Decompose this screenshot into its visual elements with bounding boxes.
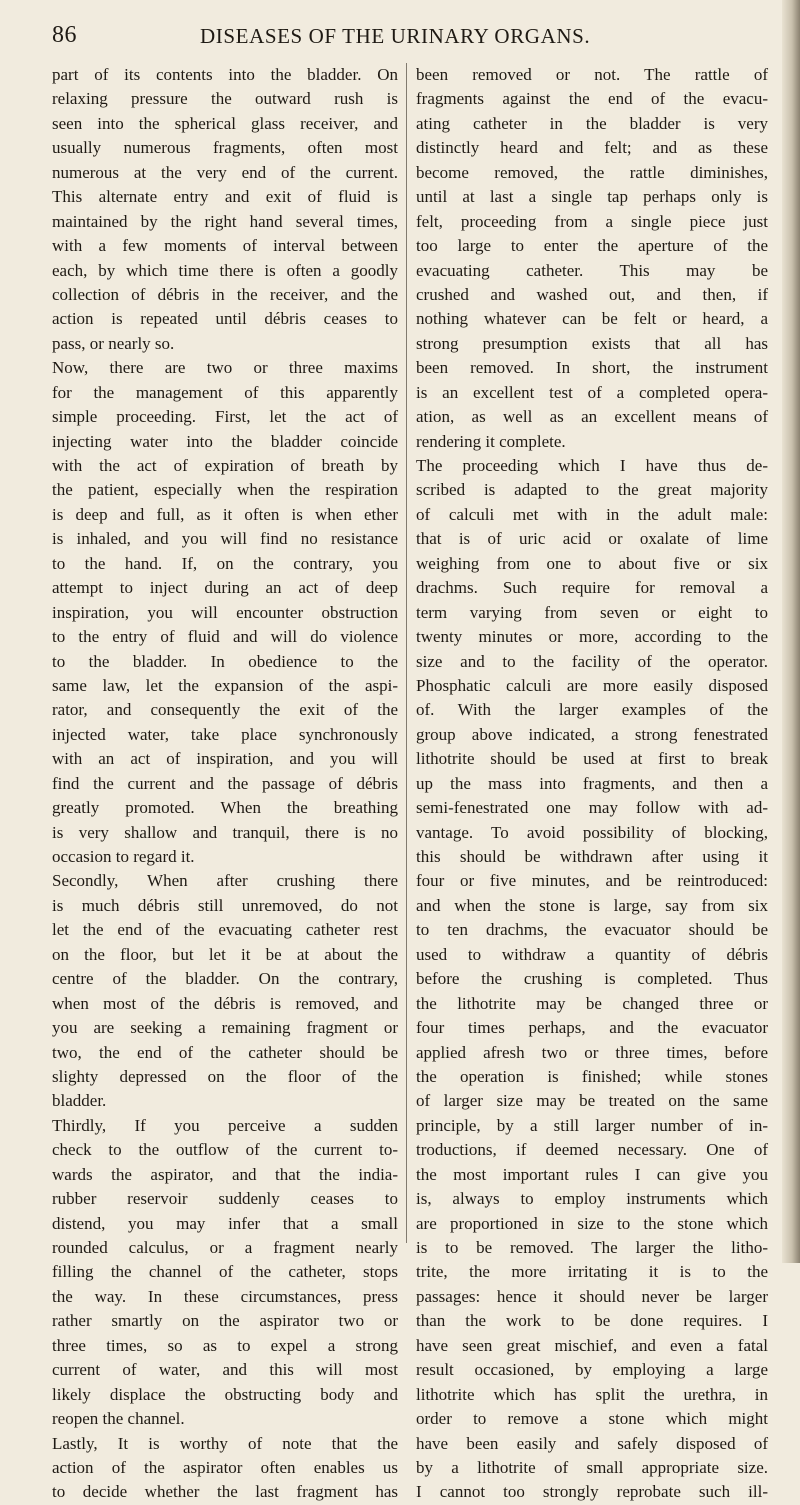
text-line: check to the outflow of the current to- xyxy=(52,1140,398,1160)
text-line: been removed. In short, the instrument xyxy=(416,358,768,378)
text-line: occasion to regard it. xyxy=(52,847,195,866)
text-line: term varying from seven or eight to xyxy=(416,602,768,622)
text-line: inspiration, you will encounter obstruction xyxy=(52,602,398,622)
text-line: to the hand. If, on the contrary, you xyxy=(52,553,398,573)
text-line: Phosphatic calculi are more easily disposed xyxy=(416,675,768,695)
text-line: bladder. xyxy=(52,1091,107,1111)
text-line: on the floor, but let it be at about the xyxy=(52,944,398,964)
text-line: collection of débris in the receiver, and the xyxy=(52,284,398,304)
text-line: Secondly, When after crushing there xyxy=(52,871,398,891)
text-line: trite, the more irritating it is to the xyxy=(416,1262,768,1282)
text-line: action of the aspirator often enables us xyxy=(52,1457,398,1477)
text-line: is an excellent test of a completed opera- xyxy=(416,382,768,402)
running-head: DISEASES OF THE URINARY ORGANS. xyxy=(200,24,591,48)
page-header xyxy=(52,22,778,56)
text-line: you are seeking a remaining fragment or xyxy=(52,1018,398,1038)
text-line: is deep and full, as it often is when ether xyxy=(52,504,398,524)
text-line: likely displace the obstructing body and xyxy=(52,1384,398,1404)
text-line: numerous at the very end of the current. xyxy=(52,162,398,182)
text-line: rubber reservoir suddenly ceases to xyxy=(52,1189,398,1209)
text-line: each, by which time there is often a goodly xyxy=(52,260,398,280)
text-line: ation, as well as an excellent means of xyxy=(416,407,768,427)
text-line: too large to enter the aperture of the xyxy=(416,236,768,256)
text-line: let the end of the evacuating catheter rest xyxy=(52,920,398,940)
text-line: evacuating catheter. This may be xyxy=(416,260,768,280)
text-line: ating catheter in the bladder is very xyxy=(416,113,768,133)
text-line: find the current and the passage of débris xyxy=(52,773,398,793)
text-line: is inhaled, and you will find no resistance xyxy=(52,529,398,549)
text-line: the operation is finished; while stones xyxy=(416,1066,768,1086)
text-line: with the act of expiration of breath by xyxy=(52,456,398,475)
text-line: usually numerous fragments, often most xyxy=(52,138,398,158)
page-number: 86 xyxy=(52,22,77,48)
text-line: lithotrite which has split the urethra, in xyxy=(416,1384,768,1404)
text-line: reopen the channel. xyxy=(52,1409,185,1429)
column-divider xyxy=(406,63,407,1243)
text-line: are proportioned in size to the stone which xyxy=(416,1213,768,1233)
text-line: fragments against the end of the evacu- xyxy=(416,89,768,109)
text-line: by a lithotrite of small appropriate size. xyxy=(416,1457,768,1477)
text-line: size and to the facility of the operator. xyxy=(416,651,768,671)
text-line: four times perhaps, and the evacuator xyxy=(416,1018,768,1038)
text-line: before the crushing is completed. Thus xyxy=(416,969,768,989)
text-line: to decide whether the last fragment has xyxy=(52,1482,398,1502)
text-line: strong presumption exists that all has xyxy=(416,333,768,353)
text-line: greatly promoted. When the breathing xyxy=(52,798,398,818)
text-line: until at last a single tap perhaps only is xyxy=(416,187,768,207)
text-line: This alternate entry and exit of fluid is xyxy=(52,187,398,207)
text-line: have been easily and safely disposed of xyxy=(416,1433,768,1453)
text-line: with an act of inspiration, and you will xyxy=(52,749,398,769)
text-line: twenty minutes or more, according to the xyxy=(416,627,768,647)
text-line: vantage. To avoid possibility of blocking, xyxy=(416,822,768,842)
text-line: simple proceeding. First, let the act of xyxy=(52,407,398,427)
text-line: rator, and consequently the exit of the xyxy=(52,700,398,720)
text-line: rendering it complete. xyxy=(416,431,566,451)
text-line: passages: hence it should never be larger xyxy=(416,1286,768,1306)
text-line: been removed or not. The rattle of xyxy=(416,65,768,84)
text-line: is, always to employ instruments which xyxy=(416,1189,768,1209)
text-line: rather smartly on the aspirator two or xyxy=(52,1311,398,1331)
text-line: Now, there are two or three maxims xyxy=(52,358,398,378)
text-line: rounded calculus, or a fragment nearly xyxy=(52,1238,398,1257)
text-line: have seen great mischief, and even a fatal xyxy=(416,1335,768,1355)
right-text-column xyxy=(416,63,768,1505)
text-line: group above indicated, a strong fenestrated xyxy=(416,724,768,744)
text-line: this should be withdrawn after using it xyxy=(416,847,768,866)
text-line: that is of uric acid or oxalate of lime xyxy=(416,529,768,549)
text-line: wards the aspirator, and that the india- xyxy=(52,1164,398,1184)
text-line: injecting water into the bladder coincide xyxy=(52,431,398,451)
text-line: filling the channel of the catheter, stops xyxy=(52,1262,398,1282)
text-line: distinctly heard and felt; and as these xyxy=(416,138,768,158)
text-line: part of its contents into the bladder. On xyxy=(52,65,398,84)
text-line: semi-fenestrated one may follow with ad- xyxy=(416,798,768,818)
text-line: and when the stone is large, say from six xyxy=(416,895,768,915)
text-line: relaxing pressure the outward rush is xyxy=(52,89,398,109)
text-line: the patient, especially when the respiration xyxy=(52,480,398,500)
text-line: to the entry of fluid and will do violence xyxy=(52,627,398,647)
text-line: injected water, take place synchronously xyxy=(52,724,398,744)
page-edge-shadow xyxy=(782,0,800,1263)
text-line: nothing whatever can be felt or heard, a xyxy=(416,309,768,329)
text-line: to the bladder. In obedience to the xyxy=(52,651,398,671)
text-line: is to be removed. The larger the litho- xyxy=(416,1238,768,1257)
text-line: I cannot too strongly reprobate such ill- xyxy=(416,1482,768,1502)
text-line: of calculi met with in the adult male: xyxy=(416,504,768,524)
text-line: the most important rules I can give you xyxy=(416,1164,768,1184)
text-line: of larger size may be treated on the same xyxy=(416,1091,768,1111)
text-line: applied afresh two or three times, before xyxy=(416,1042,768,1062)
text-line: used to withdraw a quantity of débris xyxy=(416,944,768,964)
text-line: four or five minutes, and be reintroduced: xyxy=(416,871,768,891)
text-line: Lastly, It is worthy of note that the xyxy=(52,1433,398,1453)
text-line: become removed, the rattle diminishes, xyxy=(416,162,768,182)
text-line: up the mass into fragments, and then a xyxy=(416,773,768,793)
text-line: Thirdly, If you perceive a sudden xyxy=(52,1115,398,1135)
text-line: weighing from one to about five or six xyxy=(416,553,768,573)
text-line: maintained by the right hand several times, xyxy=(52,211,398,231)
text-line: felt, proceeding from a single piece just xyxy=(416,211,768,231)
text-line: than the work to be done requires. I xyxy=(416,1311,768,1331)
text-line: is much débris still unremoved, do not xyxy=(52,895,398,915)
text-line: attempt to inject during an act of deep xyxy=(52,578,398,598)
text-line: three times, so as to expel a strong xyxy=(52,1335,398,1355)
text-line: result occasioned, by employing a large xyxy=(416,1360,768,1380)
text-line: current of water, and this will most xyxy=(52,1360,398,1380)
text-line: centre of the bladder. On the contrary, xyxy=(52,969,398,989)
text-line: drachms. Such require for removal a xyxy=(416,578,768,598)
text-line: principle, by a still larger number of in- xyxy=(416,1115,768,1135)
text-line: is very shallow and tranquil, there is no xyxy=(52,822,398,842)
text-line: the way. In these circumstances, press xyxy=(52,1286,398,1306)
text-line: crushed and washed out, and then, if xyxy=(416,284,768,304)
text-line: of. With the larger examples of the xyxy=(416,700,768,720)
text-line: troductions, if deemed necessary. One of xyxy=(416,1140,768,1160)
text-line: the lithotrite may be changed three or xyxy=(416,993,768,1013)
text-line: action is repeated until débris ceases to xyxy=(52,309,398,329)
text-line: seen into the spherical glass receiver, and xyxy=(52,113,398,133)
text-line: distend, you may infer that a small xyxy=(52,1213,398,1233)
text-line: The proceeding which I have thus de- xyxy=(416,456,768,475)
text-line: for the management of this apparently xyxy=(52,382,398,402)
left-text-column xyxy=(52,63,398,1505)
text-line: slighty depressed on the floor of the xyxy=(52,1066,398,1086)
text-line: with a few moments of interval between xyxy=(52,236,398,256)
text-line: pass, or nearly so. xyxy=(52,333,175,353)
text-line: two, the end of the catheter should be xyxy=(52,1042,398,1062)
text-line: to ten drachms, the evacuator should be xyxy=(416,920,768,940)
text-line: when most of the débris is removed, and xyxy=(52,993,398,1013)
text-line: order to remove a stone which might xyxy=(416,1409,768,1429)
text-line: scribed is adapted to the great majority xyxy=(416,480,768,500)
text-line: same law, let the expansion of the aspi- xyxy=(52,675,398,695)
text-line: lithotrite should be used at first to break xyxy=(416,749,768,769)
